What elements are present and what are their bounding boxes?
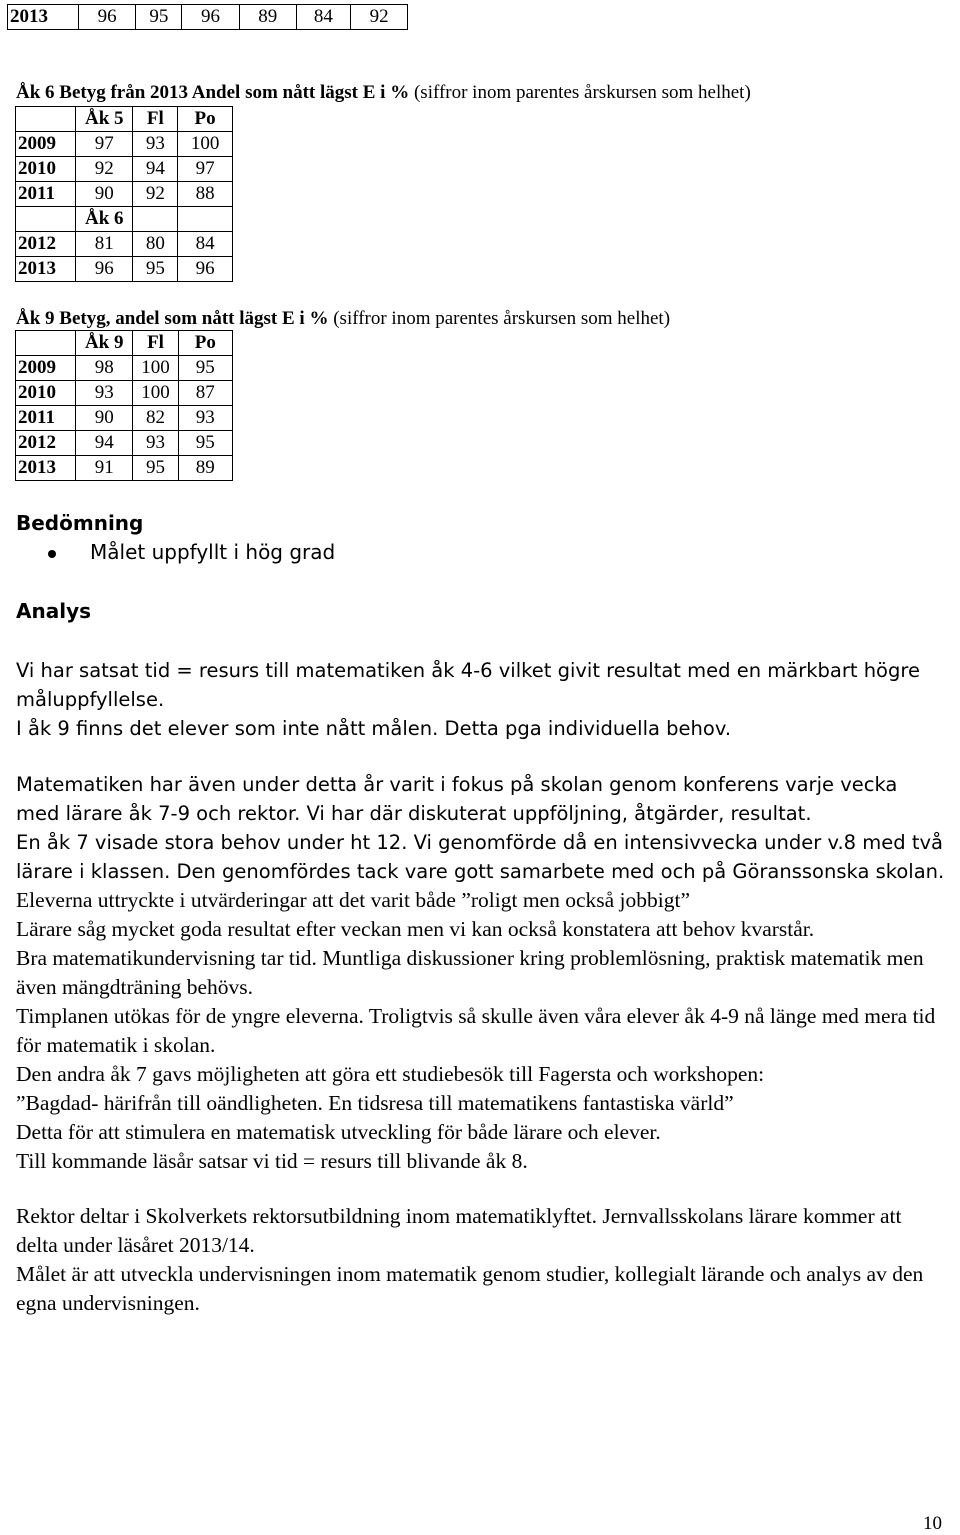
- table-cell: [178, 207, 233, 232]
- table-cell: 94: [133, 157, 178, 182]
- paragraph: Rektor deltar i Skolverkets rektorsutbildning inom matematiklyftet. Jernvallsskolans lärare kommer att delta under läsåret 2013/14.: [16, 1204, 902, 1257]
- table-header-row: [16, 331, 233, 356]
- analysis-text: [16, 656, 946, 886]
- table-cell: Åk 6: [76, 207, 133, 232]
- table-cell: [16, 207, 76, 232]
- table-cell: 95: [133, 257, 178, 282]
- ak6-heading-bold: Åk 6 Betyg från 2013 Andel som nått lägst E i %: [16, 82, 410, 103]
- table-cell: 90: [76, 182, 133, 207]
- paragraph: Detta för att stimulera en matematisk utveckling för både lärare och elever.: [16, 1120, 661, 1144]
- table-cell: 82: [133, 406, 178, 431]
- table-cell: 84: [296, 5, 351, 30]
- table-cell: 91: [76, 456, 133, 481]
- table-cell: 93: [76, 381, 133, 406]
- paragraph: Den andra åk 7 gavs möjligheten att göra ett studiebesök till Fagersta och workshopen:: [16, 1062, 765, 1086]
- table-cell: 100: [178, 132, 233, 157]
- table-cell: 2009: [16, 132, 76, 157]
- ak6-heading-note: (siffror inom parentes årskursen som helhet): [409, 82, 751, 103]
- paragraph: Matematiken har även under detta år varit i fokus på skolan genom konferens varje vecka med lärare åk 7-9 och rektor. Vi har där diskuterat uppföljning, åtgärder, resultat.: [16, 773, 898, 825]
- table-cell: 89: [239, 5, 296, 30]
- table-cell: 94: [76, 431, 133, 456]
- table-row: [16, 232, 233, 257]
- table-cell: Po: [178, 331, 232, 356]
- table-header-row: [16, 107, 233, 132]
- table-row: [16, 182, 233, 207]
- table-cell: 2010: [16, 381, 76, 406]
- table-cell: 89: [178, 456, 232, 481]
- table-row: [16, 356, 233, 381]
- table-cell: 97: [76, 132, 133, 157]
- table-cell: 96: [78, 5, 136, 30]
- table-subheader-row: [16, 207, 233, 232]
- page-number: 10: [923, 1513, 942, 1534]
- paragraph: Lärare såg mycket goda resultat efter veckan men vi kan också konstatera att behov kvarstår.: [16, 917, 815, 941]
- ak9-heading-bold: Åk 9 Betyg, andel som nått lägst E i %: [16, 308, 329, 329]
- table-cell: 2013: [8, 5, 79, 30]
- table-cell: Fl: [133, 331, 178, 356]
- closing-text-a: [16, 886, 946, 1176]
- closing-text-b: [16, 1202, 946, 1318]
- ak9-heading: [16, 308, 670, 330]
- table-cell: 2013: [16, 257, 76, 282]
- table-cell: 95: [178, 431, 232, 456]
- table-cell: [16, 331, 76, 356]
- table-row: [16, 406, 233, 431]
- paragraph: ”Bagdad- härifrån till oändligheten. En tidsresa till matematikens fantastiska värld”: [16, 1091, 734, 1115]
- table-cell: 95: [133, 456, 178, 481]
- paragraph: Bra matematikundervisning tar tid. Muntliga diskussioner kring problemlösning, praktisk matematik men även mängdträning behövs.: [16, 946, 924, 999]
- table-cell: 100: [133, 356, 178, 381]
- table-cell: 2013: [16, 456, 76, 481]
- top-row-table: [7, 4, 408, 30]
- table-cell: 93: [133, 431, 178, 456]
- table-cell: 84: [178, 232, 233, 257]
- table-row: [16, 456, 233, 481]
- bullet-icon: [48, 550, 56, 558]
- table-row: [16, 157, 233, 182]
- bullet-text: Målet uppfyllt i hög grad: [90, 540, 336, 564]
- table-cell: 97: [178, 157, 233, 182]
- table-cell: 81: [76, 232, 133, 257]
- table-cell: 2012: [16, 232, 76, 257]
- table-cell: 100: [133, 381, 178, 406]
- table-cell: 88: [178, 182, 233, 207]
- table-cell: Åk 5: [76, 107, 133, 132]
- table-cell: 92: [351, 5, 408, 30]
- table-cell: 87: [178, 381, 232, 406]
- table-cell: 90: [76, 406, 133, 431]
- table-cell: 92: [133, 182, 178, 207]
- analys-heading: Analys: [16, 599, 92, 623]
- table-row: [8, 5, 408, 30]
- table-cell: 93: [133, 132, 178, 157]
- paragraph: Till kommande läsår satsar vi tid = resurs till blivande åk 8.: [16, 1149, 528, 1173]
- paragraph: Vi har satsat tid = resurs till matematiken åk 4-6 vilket givit resultat med en märkbart högre måluppfyllelse.: [16, 659, 920, 711]
- table-cell: 96: [178, 257, 233, 282]
- table-cell: Po: [178, 107, 233, 132]
- paragraph: Målet är att utveckla undervisningen inom matematik genom studier, kollegialt lärande och analys av den egna undervisningen.: [16, 1262, 924, 1315]
- table-cell: 2010: [16, 157, 76, 182]
- table-row: [16, 431, 233, 456]
- ak6-heading: [16, 82, 751, 104]
- table-cell: 2009: [16, 356, 76, 381]
- table-cell: 2012: [16, 431, 76, 456]
- table-row: [16, 257, 233, 282]
- paragraph: I åk 9 finns det elever som inte nått målen. Detta pga individuella behov.: [16, 717, 732, 740]
- table-cell: 95: [178, 356, 232, 381]
- paragraph: Timplanen utökas för de yngre eleverna. Troligtvis så skulle även våra elever åk 4-9 nå länge med mera tid för matematik i skolan.: [16, 1004, 936, 1057]
- table-cell: 98: [76, 356, 133, 381]
- table-cell: 80: [133, 232, 178, 257]
- ak9-table: [15, 330, 233, 481]
- ak9-heading-note: (siffror inom parentes årskursen som helhet): [328, 308, 671, 329]
- table-row: [16, 381, 233, 406]
- table-cell: Fl: [133, 107, 178, 132]
- paragraph: En åk 7 visade stora behov under ht 12. Vi genomförde då en intensivvecka under v.8 med två lärare i klassen. Den genomfördes tack vare gott samarbete med och på Göranssonska skolan.: [16, 831, 945, 883]
- table-cell: Åk 9: [76, 331, 133, 356]
- table-cell: [133, 207, 178, 232]
- table-cell: 96: [76, 257, 133, 282]
- paragraph: Eleverna uttryckte i utvärderingar att det varit både ”roligt men också jobbigt”: [16, 888, 691, 912]
- table-cell: 2011: [16, 182, 76, 207]
- table-cell: [16, 107, 76, 132]
- table-cell: 95: [136, 5, 182, 30]
- table-cell: 96: [182, 5, 240, 30]
- bedomning-heading: Bedömning: [16, 511, 144, 535]
- ak6-table: [15, 106, 233, 282]
- table-cell: 92: [76, 157, 133, 182]
- table-cell: 93: [178, 406, 232, 431]
- table-cell: 2011: [16, 406, 76, 431]
- table-row: [16, 132, 233, 157]
